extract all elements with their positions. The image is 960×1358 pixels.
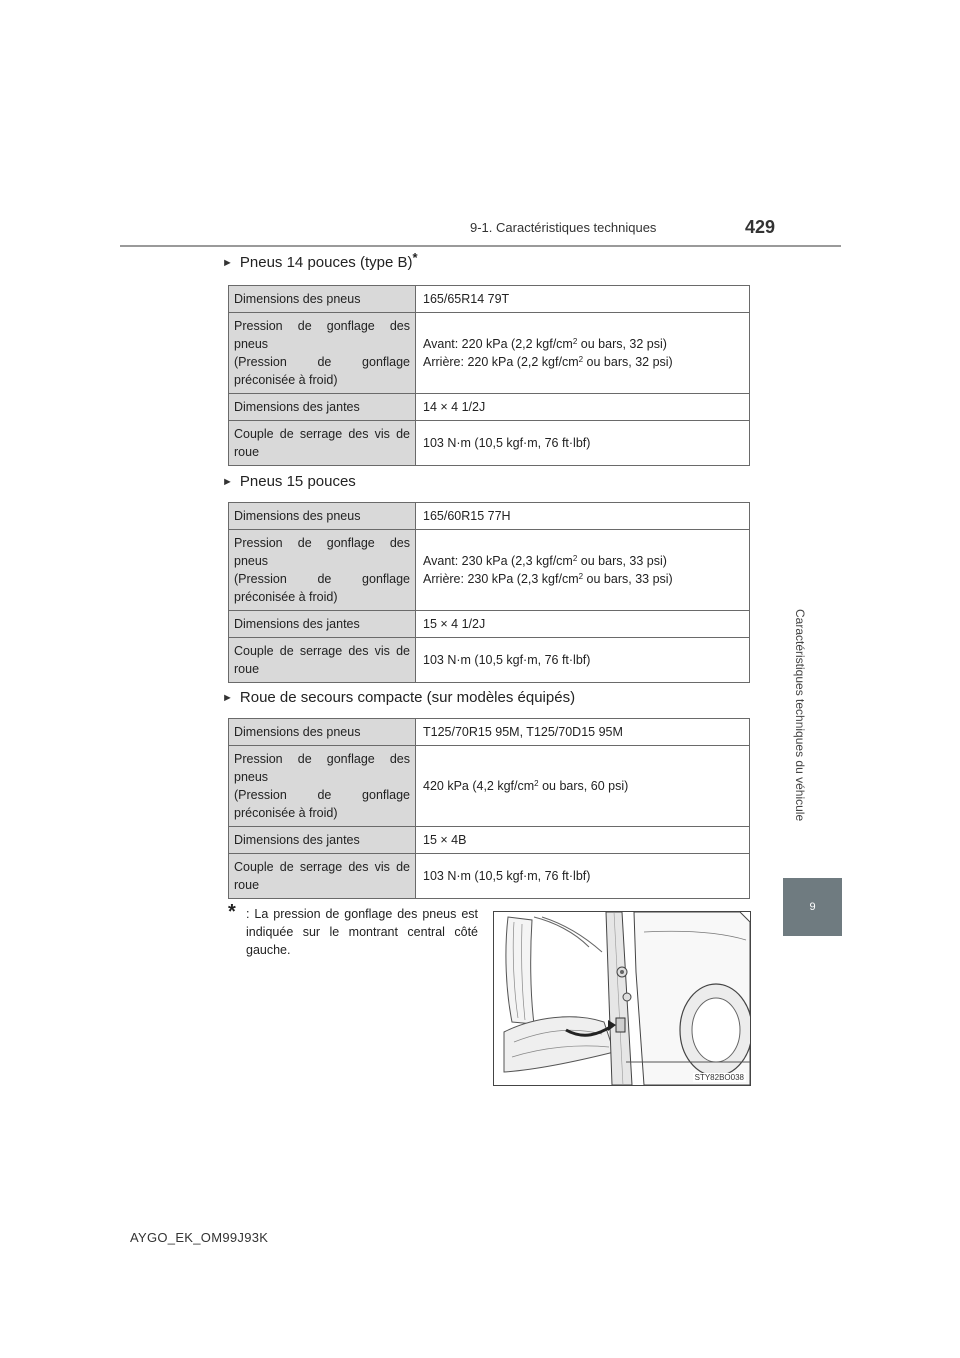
table-row <box>229 719 750 746</box>
heading-asterisk: * <box>412 250 418 265</box>
heading-text: Pneus 15 pouces <box>239 473 356 490</box>
footnote-text: : La pression de gonflage des pneus est indiquée sur le montrant central côté gauche. <box>246 907 478 957</box>
row-value: 165/65R14 79T <box>416 286 750 313</box>
chapter-tab[interactable] <box>783 878 842 936</box>
section-title: 9-1. Caractéristiques techniques <box>470 220 657 235</box>
section-heading-15in <box>222 473 356 490</box>
row-value: Avant: 230 kPa (2,3 kgf/$cm^2$ ou bars, 33 psi) Arrière: 230 kPa (2,3 kgf/$cm^2$ ou bars, 33 psi) <box>416 530 750 611</box>
row-value: 15 × 4 1/2J <box>416 611 750 638</box>
footnote-asterisk: * <box>228 901 236 923</box>
table-row <box>229 313 750 394</box>
row-label: Dimensions des pneus <box>229 503 416 530</box>
document-code: AYGO_EK_OM99J93K <box>130 1230 269 1245</box>
row-label: Dimensions des jantes <box>229 394 416 421</box>
row-label: Couple de serrage des vis de roue <box>229 638 416 683</box>
chapter-title: Caractéristiques techniques du véhicule <box>793 608 807 822</box>
row-label: Couple de serrage des vis de roue <box>229 854 416 899</box>
row-value: 165/60R15 77H <box>416 503 750 530</box>
row-label: Pression de gonflage des pneus (Pression de gonflage préconisée à froid) <box>229 313 416 394</box>
row-label: Dimensions des pneus <box>229 719 416 746</box>
table-row <box>229 638 750 683</box>
row-value: 420 kPa (4,2 kgf/$cm^2$ ou bars, 60 psi) <box>416 746 750 827</box>
door-pillar-figure <box>493 911 751 1086</box>
table-row <box>229 286 750 313</box>
table-row <box>229 394 750 421</box>
row-label: Dimensions des pneus <box>229 286 416 313</box>
triangle-bullet-icon: ► <box>222 476 233 488</box>
table-row <box>229 854 750 899</box>
row-value: T125/70R15 95M, T125/70D15 95M <box>416 719 750 746</box>
row-value: 15 × 4B <box>416 827 750 854</box>
row-value: 103 N·m (10,5 kgf·m, 76 ft·lbf) <box>416 421 750 466</box>
triangle-bullet-icon: ► <box>222 257 233 269</box>
row-value: 103 N·m (10,5 kgf·m, 76 ft·lbf) <box>416 854 750 899</box>
row-label: Dimensions des jantes <box>229 611 416 638</box>
section-heading-spare <box>222 689 575 706</box>
table-row <box>229 421 750 466</box>
table-row <box>229 746 750 827</box>
table-row <box>229 827 750 854</box>
row-label: Dimensions des jantes <box>229 827 416 854</box>
chapter-number: 9 <box>809 901 816 913</box>
footnote <box>228 901 478 959</box>
figure-code: STY82BO038 <box>694 1073 744 1082</box>
spec-table-15in <box>228 502 750 683</box>
header-divider <box>120 245 841 247</box>
row-label: Pression de gonflage des pneus (Pression de gonflage préconisée à froid) <box>229 746 416 827</box>
row-value: 14 × 4 1/2J <box>416 394 750 421</box>
car-door-pillar-illustration-icon <box>494 912 750 1085</box>
heading-text: Roue de secours compacte (sur modèles équipés) <box>239 689 576 706</box>
row-label: Pression de gonflage des pneus (Pression de gonflage préconisée à froid) <box>229 530 416 611</box>
row-label: Couple de serrage des vis de roue <box>229 421 416 466</box>
row-value: 103 N·m (10,5 kgf·m, 76 ft·lbf) <box>416 638 750 683</box>
table-row <box>229 611 750 638</box>
section-heading-14in <box>222 250 418 271</box>
heading-text: Pneus 14 pouces (type B) <box>239 254 413 271</box>
table-row <box>229 530 750 611</box>
triangle-bullet-icon: ► <box>222 692 233 704</box>
table-row <box>229 503 750 530</box>
row-value: Avant: 220 kPa (2,2 kgf/$cm^2$ ou bars, 32 psi) Arrière: 220 kPa (2,2 kgf/$cm^2$ ou bars, 32 psi) <box>416 313 750 394</box>
spec-table-spare <box>228 718 750 899</box>
spec-table-14in <box>228 285 750 466</box>
page-number: 429 <box>745 217 776 237</box>
